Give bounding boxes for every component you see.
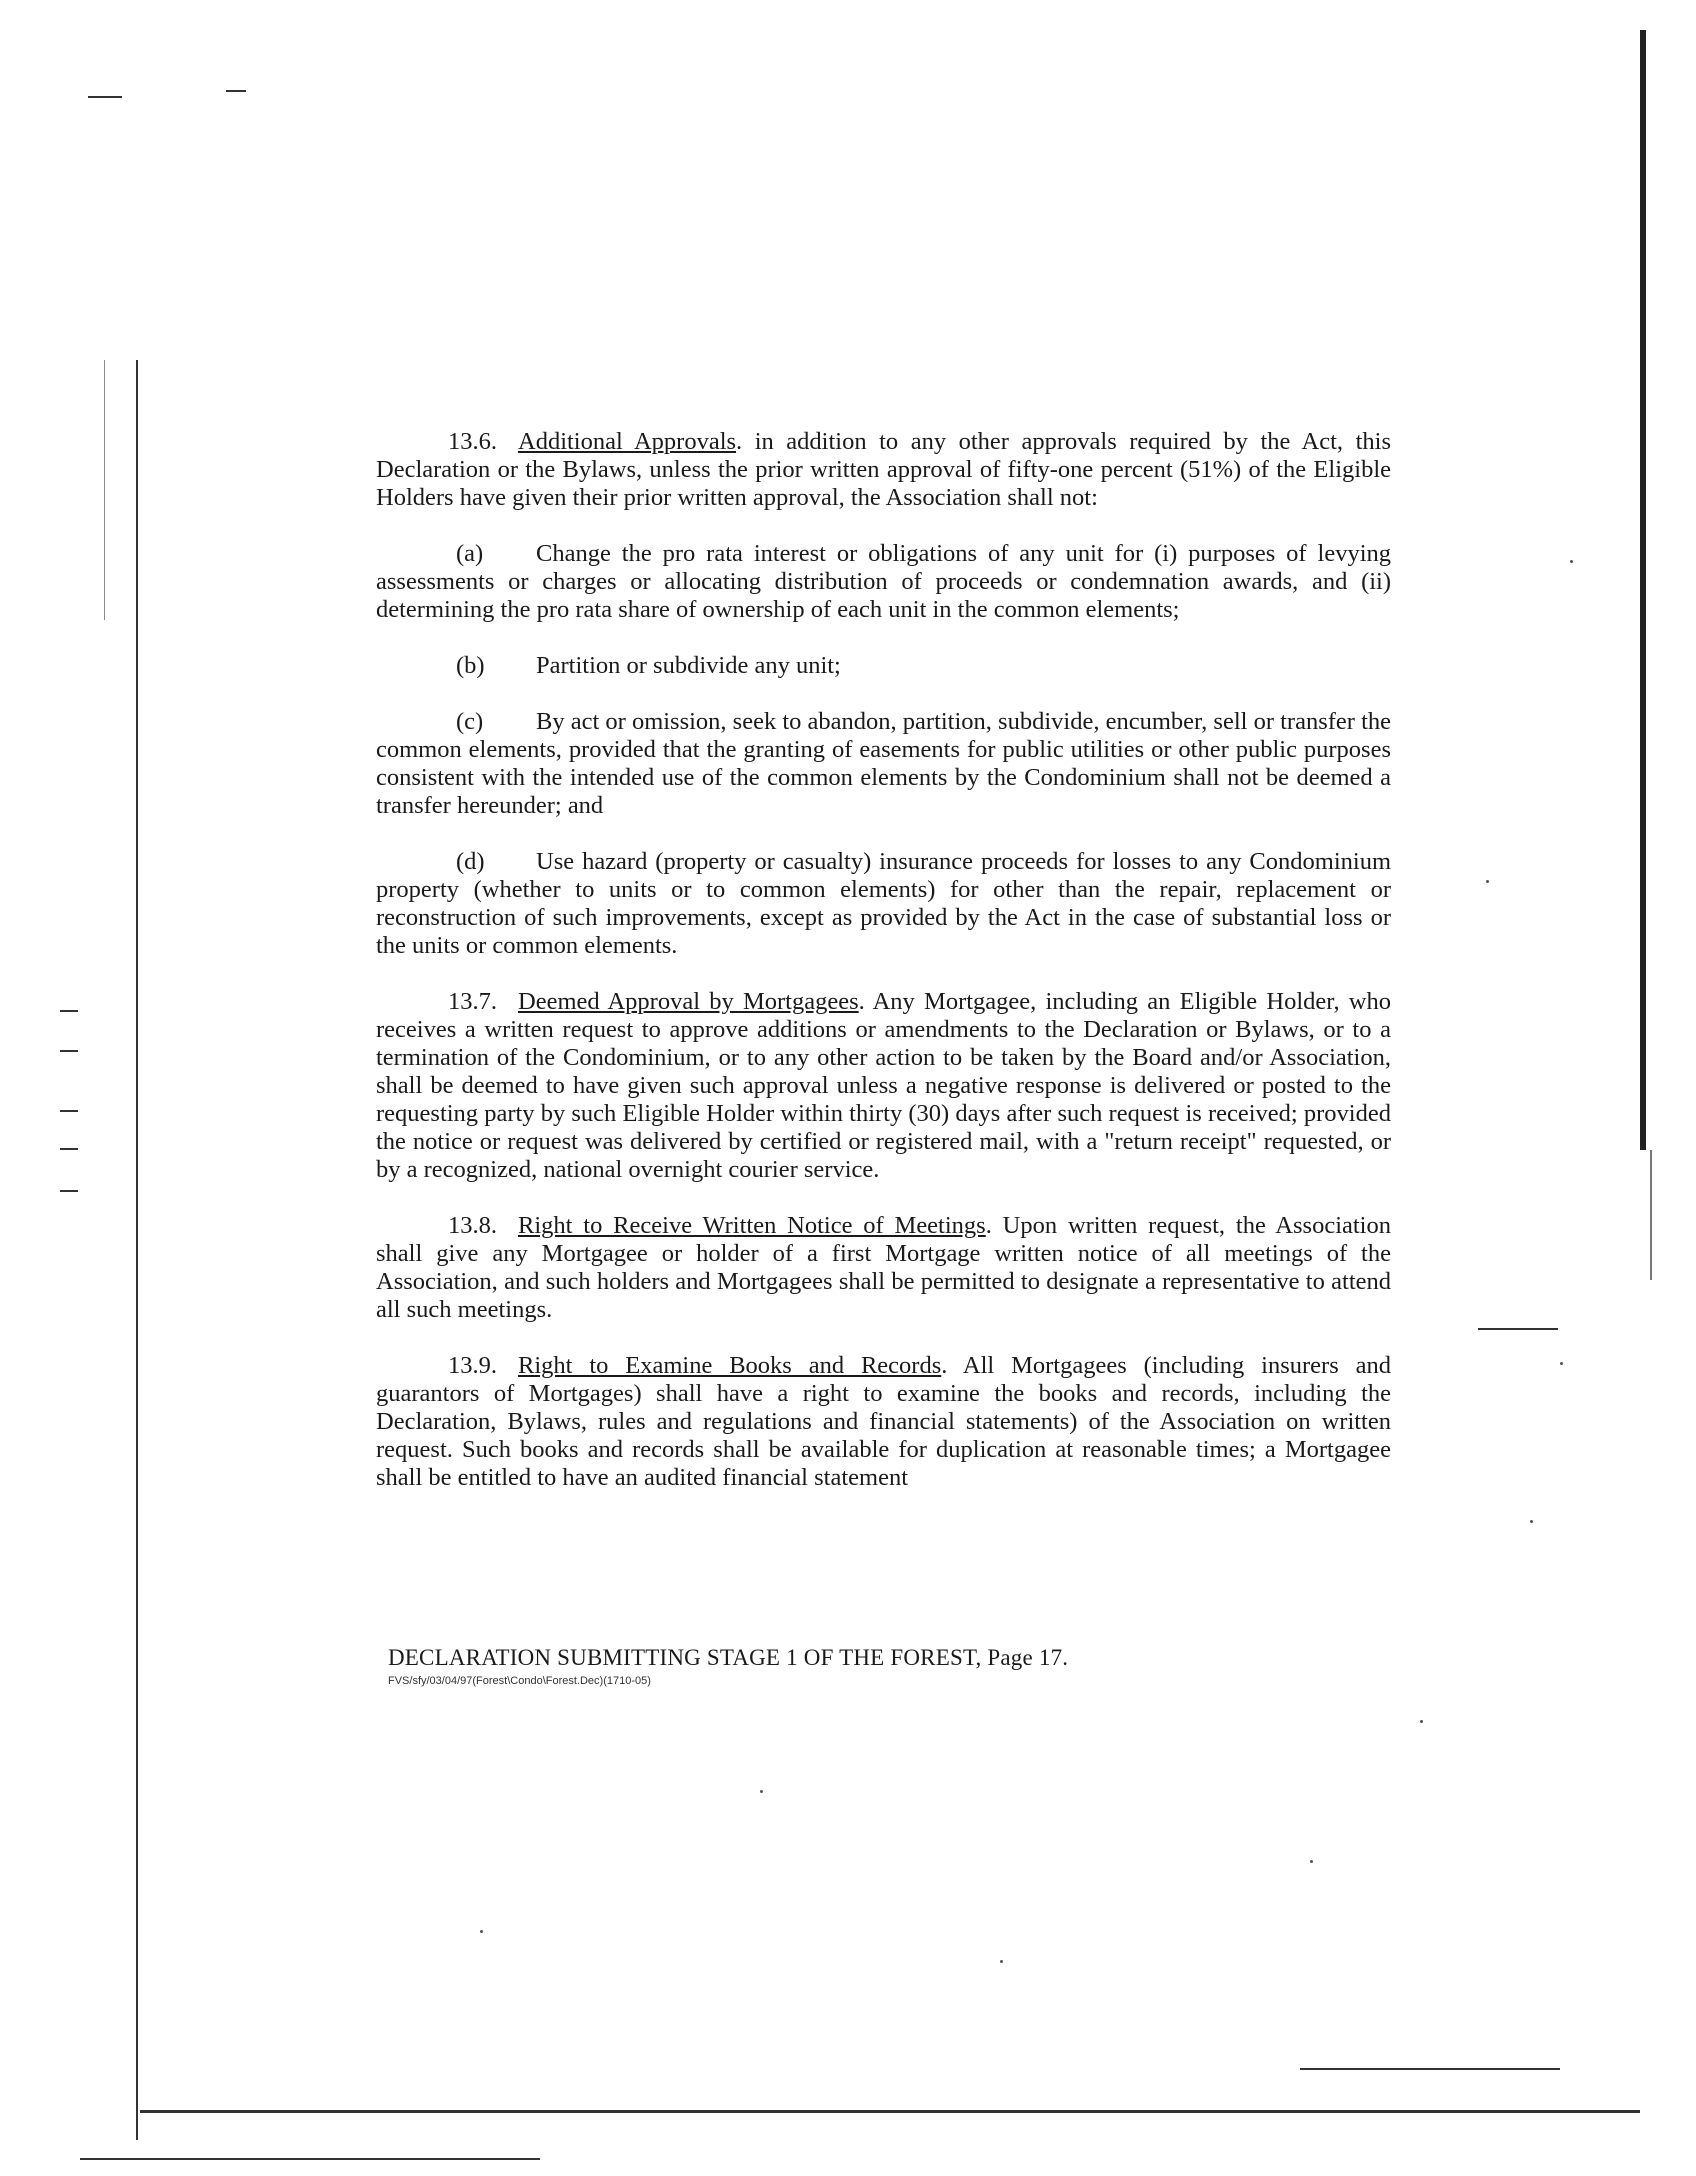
scan-mark (60, 1148, 78, 1150)
scan-speck (1310, 1860, 1313, 1863)
scan-speck (1570, 560, 1573, 563)
item-letter: (d) (456, 848, 485, 875)
scan-speck (1486, 880, 1489, 883)
scan-mark (60, 1050, 78, 1052)
section-text: . in addition to any other approvals required by the Act, this Declaration or the Bylaws, unless the prior written approval of fifty-one percent (51%) of the Eligible Holders have given their prior written approval, the Association shall not: (376, 428, 1391, 511)
section-13-6 (376, 428, 1391, 512)
list-item (376, 652, 1391, 680)
scan-bottom-line (140, 2110, 1640, 2113)
section-heading: Additional Approvals (518, 428, 737, 455)
scan-speck (760, 1790, 763, 1793)
scan-speck (480, 1930, 483, 1933)
footer-file-code: FVS/sfy/03/04/97(Forest\Condo\Forest.Dec)(1710-05) (388, 1675, 651, 1687)
scan-mark (1478, 1328, 1558, 1330)
section-heading: Right to Receive Written Notice of Meetings (518, 1212, 986, 1239)
document-body (376, 428, 1391, 1520)
scan-bottom-line-short (80, 2158, 540, 2160)
scan-mark (60, 1190, 78, 1192)
item-text: Change the pro rata interest or obligations of any unit for (i) purposes of levying assessments or charges or allocating distribution of proceeds or condemnation awards, and (ii) determining the pro rata share of ownership of each unit in the common elements; (376, 540, 1391, 623)
scan-mark (88, 96, 122, 98)
page-footer (388, 1644, 1288, 1688)
section-13-7 (376, 988, 1391, 1184)
scan-speck (1420, 1720, 1423, 1723)
section-13-9 (376, 1352, 1391, 1492)
section-heading: Deemed Approval by Mortgagees (518, 988, 859, 1015)
scan-edge-right-thin (1650, 1150, 1652, 1280)
scan-edge-right (1640, 30, 1646, 1150)
list-item (376, 848, 1391, 960)
scan-speck (1000, 1960, 1003, 1963)
footer-title: DECLARATION SUBMITTING STAGE 1 OF THE FOREST, Page 17. (388, 1645, 1069, 1670)
item-letter: (a) (456, 540, 484, 567)
scan-mark (60, 1110, 78, 1112)
scan-edge-left-secondary (104, 360, 105, 620)
section-number: 13.9. (448, 1352, 497, 1379)
scan-mark (60, 1010, 78, 1012)
item-text: By act or omission, seek to abandon, partition, subdivide, encumber, sell or transfer the common elements, provided that the granting of easements for public utilities or other public purposes consistent with the intended use of the common elements by the Condominium shall not be deemed a transfer hereunder; and (376, 708, 1391, 819)
scan-mark (226, 90, 246, 92)
item-letter: (c) (456, 708, 484, 735)
scan-mark (1300, 2068, 1560, 2070)
item-letter: (b) (456, 652, 485, 679)
list-item (376, 708, 1391, 820)
list-item (376, 540, 1391, 624)
item-text: Use hazard (property or casualty) insurance proceeds for losses to any Condominium property (whether to units or to common elements) for other than the repair, replacement or reconstruction of such improvements, except as provided by the Act in the case of substantial loss or the units or common elements. (376, 848, 1391, 959)
section-13-8 (376, 1212, 1391, 1324)
section-text: . Any Mortgagee, including an Eligible Holder, who receives a written request to approve additions or amendments to the Declaration or Bylaws, or to a termination of the Condominium, or to any other action to be taken by the Board and/or Association, shall be deemed to have given such approval unless a negative response is delivered or posted to the requesting party by such Eligible Holder within thirty (30) days after such request is received; provided the notice or request was delivered by certified or registered mail, with a "return receipt" requested, or by a recognized, national overnight courier service. (376, 988, 1391, 1183)
scan-edge-left (136, 360, 138, 2140)
item-text: Partition or subdivide any unit; (536, 652, 841, 679)
scan-speck (1560, 1362, 1563, 1365)
section-number: 13.8. (448, 1212, 497, 1239)
scan-speck (1530, 1520, 1533, 1523)
section-number: 13.6. (448, 428, 497, 455)
section-text: . Upon written request, the Association shall give any Mortgagee or holder of a first Mortgage written notice of all meetings of the Association, and such holders and Mortgagees shall be permitted to designate a representative to attend all such meetings. (376, 1212, 1391, 1323)
section-heading: Right to Examine Books and Records (518, 1352, 942, 1379)
section-text: . All Mortgagees (including insurers and guarantors of Mortgages) shall have a right to examine the books and records, including the Declaration, Bylaws, rules and regulations and financial statements) of the Association on written request. Such books and records shall be available for duplication at reasonable times; a Mortgagee shall be entitled to have an audited financial statement (376, 1352, 1391, 1491)
section-number: 13.7. (448, 988, 497, 1015)
